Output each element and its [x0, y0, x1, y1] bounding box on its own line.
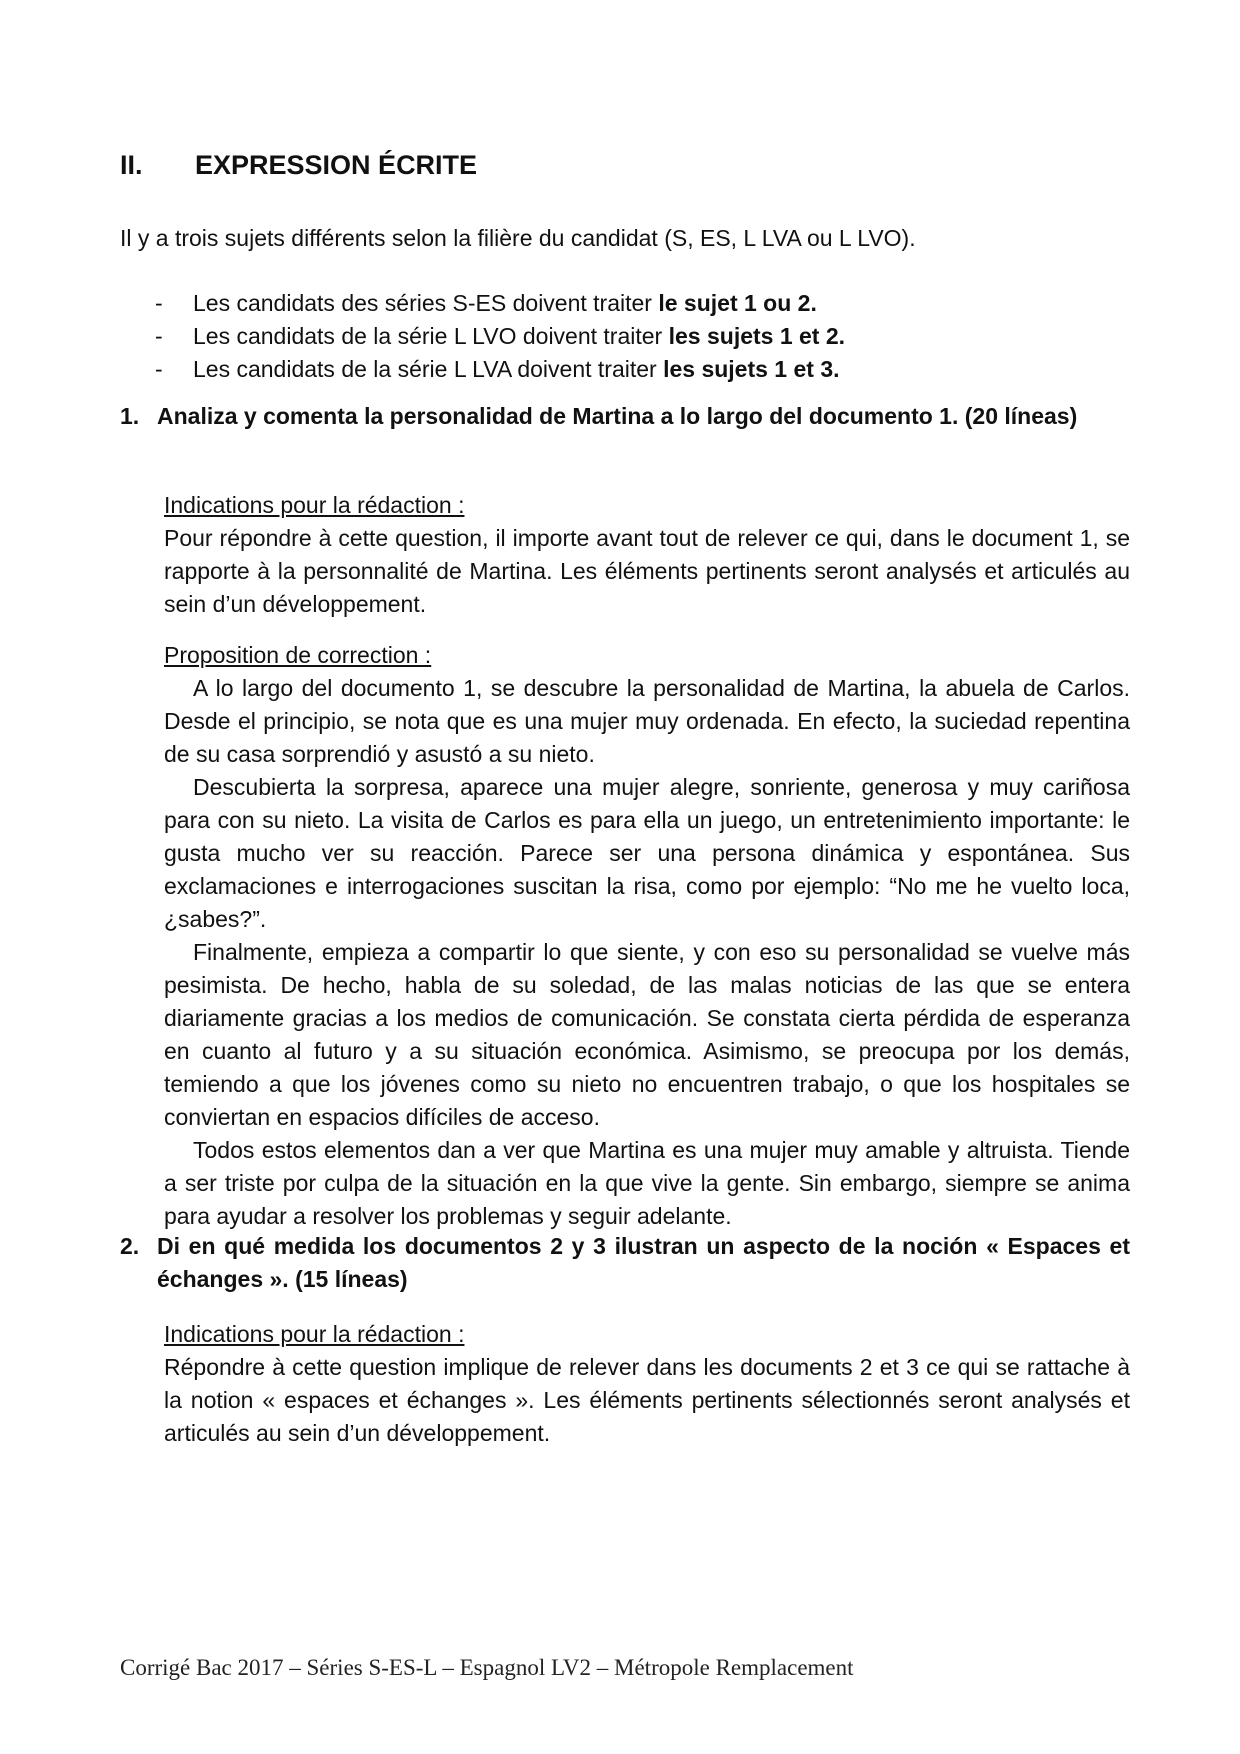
indications-text: Répondre à cette question implique de relever dans les documents 2 et 3 ce qui se rattache à la notion « espaces et échanges ». Les éléments pertinents sélectionnés seront analysés et articulés au sein d’un développement. [164, 1354, 1130, 1446]
q1-indications [164, 489, 1130, 621]
question-2 [120, 1230, 1130, 1296]
list-item: - Les candidats de la série L LVO doivent traiter les sujets 1 et 2. [155, 323, 846, 349]
question-number: 1. [120, 403, 140, 429]
section-heading [120, 148, 477, 182]
indications-label: Indications pour la rédaction : [164, 492, 465, 518]
q2-indications [164, 1318, 1130, 1450]
indications-label: Indications pour la rédaction : [164, 1321, 465, 1347]
question-text: Di en qué medida los documentos 2 y 3 ilustran un aspecto de la noción « Espaces et échanges ». (15 líneas) [157, 1233, 1130, 1292]
correction-paragraph: Finalmente, empieza a compartir lo que siente, y con eso su personalidad se vuelve más pesimista. De hecho, habla de su soledad, de las malas noticias de las que se entera diariamente gracias a los medios de comunicación. Se constata cierta pérdida de esperanza en cuanto al futuro y a su situación económica. Asimismo, se preocupa por los demás, temiendo a que los jóvenes como su nieto no encuentren trabajo, o que los hospitales se conviertan en espacios difíciles de acceso. [164, 939, 1130, 1130]
question-1 [120, 400, 1130, 433]
page-footer: Corrigé Bac 2017 – Séries S-ES-L – Espagnol LV2 – Métropole Remplacement [120, 1655, 854, 1680]
candidate-list [155, 287, 1055, 386]
q1-correction [164, 639, 1130, 1233]
section-title: EXPRESSION ÉCRITE [195, 150, 478, 180]
correction-paragraph: Descubierta la sorpresa, aparece una mujer alegre, sonriente, generosa y muy cariñosa para con su nieto. La visita de Carlos es para ella un juego, un entretenimiento importante: le gusta mucho ver su reacción. Parece ser una persona dinámica y espontánea. Sus exclamaciones e interrogaciones suscitan la risa, como por ejemplo: “No me he vuelto loca, ¿sabes?”. [164, 774, 1130, 932]
indications-text: Pour répondre à cette question, il importe avant tout de relever ce qui, dans le document 1, se rapporte à la personnalité de Martina. Les éléments pertinents seront analysés et articulés au sein d’un développement. [164, 525, 1130, 617]
list-item: - Les candidats des séries S-ES doivent traiter le sujet 1 ou 2. [155, 290, 817, 316]
section-number: II. [120, 150, 143, 180]
correction-paragraph: A lo largo del documento 1, se descubre la personalidad de Martina, la abuela de Carlos. Desde el principio, se nota que es una mujer muy ordenada. En efecto, la suciedad repentina de su casa sorprendió y asustó a su nieto. [164, 675, 1130, 767]
correction-label: Proposition de correction : [164, 642, 432, 668]
list-item: - Les candidats de la série L LVA doivent traiter les sujets 1 et 3. [155, 356, 840, 382]
question-text: Analiza y comenta la personalidad de Martina a lo largo del documento 1. (20 líneas) [157, 403, 1078, 429]
intro-text: Il y a trois sujets différents selon la filière du candidat (S, ES, L LVA ou L LVO). [120, 225, 916, 251]
question-number: 2. [120, 1233, 140, 1259]
correction-paragraph: Todos estos elementos dan a ver que Martina es una mujer muy amable y altruista. Tiende a ser triste por culpa de la situación en la que vive la gente. Sin embargo, siempre se anima para ayudar a resolver los problemas y seguir adelante. [164, 1137, 1130, 1229]
